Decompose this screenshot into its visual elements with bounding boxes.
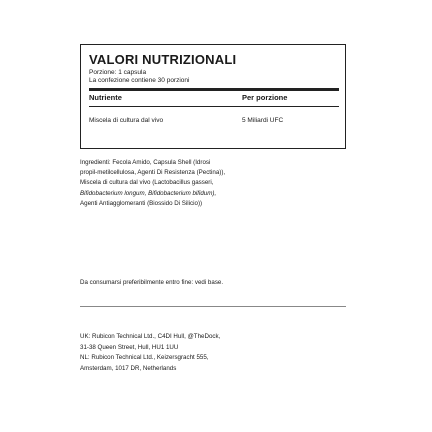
ingredients-text bbox=[80, 158, 342, 209]
ingredients-line: Ingredienti: Fecola Amido, Capsula Shell (Idrosi bbox=[80, 159, 211, 166]
section-separator bbox=[80, 306, 346, 307]
address-line: NL: Rubicon Technical Ltd., Keizersgracht 555, bbox=[80, 354, 209, 362]
address-line: UK: Rubicon Technical Ltd., C4DI Hull, @TheDock, bbox=[80, 333, 221, 340]
nutrition-facts-panel bbox=[80, 44, 346, 149]
servings-per-pack: La confezione contiene 30 porzioni bbox=[89, 77, 190, 84]
nutrient-amount: 5 Miliardi UFC bbox=[242, 117, 284, 124]
company-address bbox=[80, 332, 220, 374]
thick-divider bbox=[89, 88, 339, 91]
ingredients-line: Agenti Antiagglomeranti (Biossido Di Silicio)) bbox=[80, 199, 203, 207]
ingredients-line: Bifidobacterium longum, Bifidobacterium bifidum), bbox=[80, 189, 217, 197]
serving-size: Porzione: 1 capsula bbox=[89, 69, 147, 76]
ingredients-line bbox=[80, 178, 342, 188]
ingredients-line-part: Miscela di cultura dal vivo (Lactobacillus gasseri, bbox=[80, 179, 214, 187]
nutrient-name: Miscela di cultura dal vivo bbox=[89, 117, 164, 124]
address-line: Amsterdam, 1017 DR, Netherlands bbox=[80, 364, 177, 372]
nutrition-title: VALORI NUTRIZIONALI bbox=[89, 52, 237, 67]
thin-divider bbox=[89, 106, 339, 107]
column-header-per-serving: Per porzione bbox=[242, 93, 288, 102]
best-before-note: Da consumarsi preferibilmente entro fine: vedi base. bbox=[80, 279, 224, 286]
column-header-nutrient: Nutriente bbox=[89, 93, 122, 102]
ingredients-line: propil-metilcellulosa, Agenti Di Resistenza (Pectina)), bbox=[80, 169, 226, 177]
address-line: 31-38 Queen Street, Hull, HU1 1UU bbox=[80, 343, 179, 351]
